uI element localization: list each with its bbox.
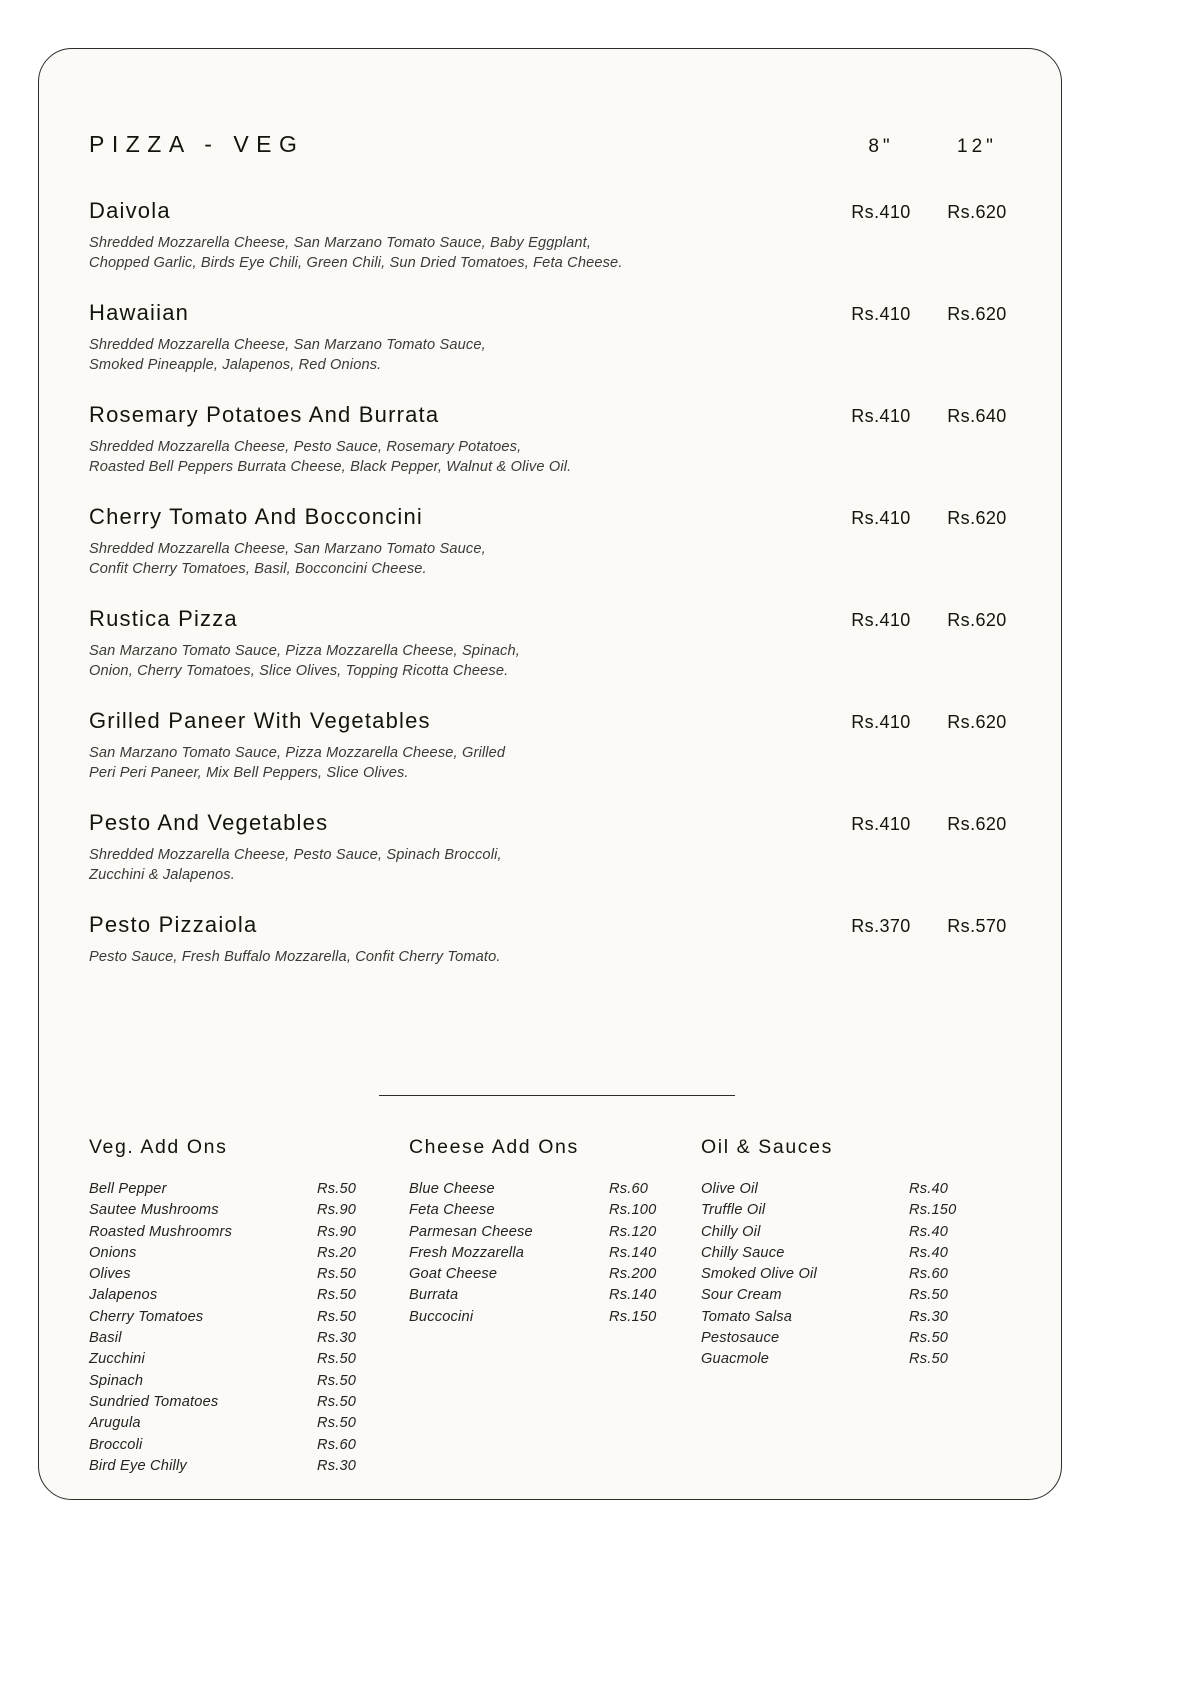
- addon-row: [89, 1307, 409, 1328]
- addon-price: Rs.150: [909, 1202, 957, 1219]
- addon-row: [89, 1392, 409, 1413]
- addon-label: Sundried Tomatoes: [89, 1393, 219, 1410]
- menu-item-description-line: Shredded Mozzarella Cheese, Pesto Sauce, Rosemary Potatoes,: [89, 439, 522, 455]
- menu-item-name: Daivola: [89, 198, 171, 223]
- menu-item-row: [89, 504, 1025, 530]
- menu-item-description: [89, 947, 729, 967]
- menu-item-description-line: Peri Peri Paneer, Mix Bell Peppers, Slice Olives.: [89, 765, 409, 781]
- menu-item-description-line: San Marzano Tomato Sauce, Pizza Mozzarella Cheese, Spinach,: [89, 643, 520, 659]
- addon-label: Basil: [89, 1330, 122, 1347]
- menu-item: [89, 810, 1025, 885]
- addon-row: [409, 1243, 701, 1264]
- addon-label: Chilly Sauce: [701, 1244, 785, 1261]
- menu-item-description-line: Shredded Mozzarella Cheese, Pesto Sauce, Spinach Broccoli,: [89, 847, 502, 863]
- addon-row: [89, 1200, 409, 1221]
- addon-price: Rs.90: [317, 1223, 357, 1240]
- menu-item-price-12: Rs.620: [947, 508, 1007, 528]
- menu-item-price-12: Rs.620: [947, 202, 1007, 222]
- addon-price: Rs.200: [609, 1266, 657, 1283]
- addon-label: Zucchini: [89, 1351, 145, 1368]
- menu-item-price-8: Rs.410: [851, 202, 911, 222]
- menu-item-row: [89, 810, 1025, 836]
- menu-card: [38, 48, 1062, 1500]
- addon-row: [89, 1222, 409, 1243]
- addon-row: [409, 1222, 701, 1243]
- section-header: [89, 131, 1025, 158]
- addon-row: [89, 1456, 409, 1477]
- addon-label: Bird Eye Chilly: [89, 1457, 187, 1474]
- menu-item-price-8: Rs.410: [851, 814, 911, 834]
- addon-label: Cherry Tomatoes: [89, 1308, 204, 1325]
- addon-label: Bell Pepper: [89, 1181, 167, 1197]
- menu-item-price-12: Rs.620: [947, 712, 1007, 732]
- menu-item-price-8: Rs.370: [851, 916, 911, 936]
- menu-item-price-12: Rs.570: [947, 916, 1007, 936]
- addon-price: Rs.140: [609, 1287, 657, 1304]
- addon-price: Rs.50: [317, 1308, 357, 1325]
- addon-price: Rs.60: [609, 1181, 649, 1197]
- addon-price: Rs.50: [317, 1393, 357, 1410]
- addon-column: [701, 1136, 1001, 1477]
- addon-price: Rs.50: [909, 1330, 949, 1347]
- addon-row: [89, 1264, 409, 1285]
- menu-content: [89, 109, 1025, 1474]
- addons-section: [89, 1136, 1025, 1477]
- addon-price: Rs.60: [317, 1436, 357, 1453]
- addon-column-title: Veg. Add Ons: [89, 1136, 228, 1158]
- menu-item-description-line: Onion, Cherry Tomatoes, Slice Olives, Topping Ricotta Cheese.: [89, 663, 509, 679]
- menu-item-description: [89, 539, 729, 579]
- addon-label: Chilly Oil: [701, 1223, 761, 1240]
- addon-price: Rs.150: [609, 1308, 657, 1325]
- addon-row: [89, 1285, 409, 1306]
- addon-price: Rs.140: [609, 1244, 657, 1261]
- addon-row: [701, 1243, 1001, 1264]
- menu-item-price-8: Rs.410: [851, 406, 911, 426]
- menu-item-price-12: Rs.620: [947, 814, 1007, 834]
- addon-price: Rs.50: [317, 1287, 357, 1304]
- menu-item-name: Rosemary Potatoes And Burrata: [89, 402, 440, 427]
- menu-item-name: Pesto Pizzaiola: [89, 912, 258, 937]
- addon-row: [89, 1435, 409, 1456]
- addon-row: [89, 1371, 409, 1392]
- addon-price: Rs.50: [317, 1372, 357, 1389]
- menu-item-description-line: San Marzano Tomato Sauce, Pizza Mozzarella Cheese, Grilled: [89, 745, 506, 761]
- menu-item-row: [89, 912, 1025, 938]
- menu-item-description-line: Smoked Pineapple, Jalapenos, Red Onions.: [89, 357, 382, 373]
- addon-label: Blue Cheese: [409, 1181, 495, 1197]
- addon-row: [89, 1349, 409, 1370]
- menu-item-price-8: Rs.410: [851, 508, 911, 528]
- addon-label: Truffle Oil: [701, 1202, 766, 1219]
- menu-item-description: [89, 437, 729, 477]
- addon-row: [701, 1264, 1001, 1285]
- menu-item-price-8: Rs.410: [851, 712, 911, 732]
- addon-label: Parmesan Cheese: [409, 1223, 533, 1240]
- menu-item: [89, 912, 1025, 967]
- addon-price: Rs.40: [909, 1181, 949, 1197]
- addon-price: Rs.90: [317, 1202, 357, 1219]
- addon-label: Olive Oil: [701, 1181, 758, 1197]
- addon-label: Spinach: [89, 1372, 144, 1389]
- menu-item-description-line: Chopped Garlic, Birds Eye Chili, Green Chili, Sun Dried Tomatoes, Feta Cheese.: [89, 255, 623, 271]
- menu-item-row: [89, 402, 1025, 428]
- menu-item-price-8: Rs.410: [851, 304, 911, 324]
- addon-label: Pestosauce: [701, 1330, 780, 1347]
- addon-row: [701, 1200, 1001, 1221]
- menu-item-description: [89, 845, 729, 885]
- addon-label: Goat Cheese: [409, 1266, 498, 1283]
- addon-row: [89, 1243, 409, 1264]
- menu-item-description: [89, 743, 729, 783]
- addon-label: Broccoli: [89, 1436, 143, 1453]
- addon-price: Rs.50: [317, 1415, 357, 1432]
- menu-item-name: Hawaiian: [89, 300, 190, 325]
- addon-price: Rs.20: [317, 1244, 357, 1261]
- size-column-header-12: 12": [957, 136, 997, 157]
- addon-label: Onions: [89, 1244, 137, 1261]
- addon-row: [701, 1285, 1001, 1306]
- menu-item-row: [89, 708, 1025, 734]
- addon-price: Rs.50: [317, 1351, 357, 1368]
- addon-row: [409, 1264, 701, 1285]
- menu-item: [89, 504, 1025, 579]
- addon-label: Olives: [89, 1266, 131, 1283]
- menu-item-price-12: Rs.620: [947, 610, 1007, 630]
- menu-item-description-line: Confit Cherry Tomatoes, Basil, Bocconcini Cheese.: [89, 561, 427, 577]
- menu-item: [89, 606, 1025, 681]
- addon-row: [409, 1179, 701, 1200]
- addon-price: Rs.50: [909, 1351, 949, 1368]
- addon-price: Rs.30: [317, 1457, 357, 1474]
- section-divider: [379, 1095, 735, 1096]
- addon-label: Roasted Mushroomrs: [89, 1223, 233, 1240]
- addon-row: [701, 1349, 1001, 1370]
- addon-price: Rs.40: [909, 1244, 949, 1261]
- menu-item-name: Grilled Paneer With Vegetables: [89, 708, 431, 733]
- menu-item-row: [89, 606, 1025, 632]
- menu-item-description: [89, 233, 729, 273]
- addon-price: Rs.50: [909, 1287, 949, 1304]
- addon-label: Arugula: [89, 1415, 141, 1432]
- addon-row: [701, 1307, 1001, 1328]
- menu-item-list: [89, 198, 1025, 967]
- addon-price: Rs.50: [317, 1181, 357, 1197]
- menu-item: [89, 300, 1025, 375]
- addon-column: [89, 1136, 409, 1477]
- menu-item-description-line: Roasted Bell Peppers Burrata Cheese, Black Pepper, Walnut & Olive Oil.: [89, 459, 572, 475]
- addon-column-title: Oil & Sauces: [701, 1136, 833, 1158]
- addon-row: [701, 1222, 1001, 1243]
- menu-item-row: [89, 198, 1025, 224]
- addon-column-title: Cheese Add Ons: [409, 1136, 579, 1158]
- addon-label: Smoked Olive Oil: [701, 1266, 817, 1283]
- menu-item: [89, 198, 1025, 273]
- addon-row: [89, 1413, 409, 1434]
- menu-item-price-8: Rs.410: [851, 610, 911, 630]
- menu-item-name: Rustica Pizza: [89, 606, 238, 631]
- menu-item-description-line: Pesto Sauce, Fresh Buffalo Mozzarella, Confit Cherry Tomato.: [89, 949, 501, 965]
- page-title: PIZZA - VEG: [89, 131, 305, 157]
- addon-price: Rs.30: [317, 1330, 357, 1347]
- menu-item-price-12: Rs.620: [947, 304, 1007, 324]
- addon-label: Jalapenos: [89, 1287, 158, 1304]
- addon-row: [701, 1328, 1001, 1349]
- menu-item-description-line: Zucchini & Jalapenos.: [89, 867, 235, 883]
- addon-row: [89, 1179, 409, 1200]
- menu-item-description: [89, 335, 729, 375]
- menu-item-name: Pesto And Vegetables: [89, 810, 329, 835]
- addon-row: [701, 1179, 1001, 1200]
- size-column-header-8: 8": [868, 136, 894, 157]
- addon-label: Sautee Mushrooms: [89, 1202, 219, 1219]
- addon-price: Rs.30: [909, 1308, 949, 1325]
- addon-label: Burrata: [409, 1287, 459, 1304]
- addon-column: [409, 1136, 701, 1477]
- menu-item: [89, 708, 1025, 783]
- addon-row: [89, 1328, 409, 1349]
- addon-label: Buccocini: [409, 1308, 474, 1325]
- addon-price: Rs.120: [609, 1223, 657, 1240]
- menu-item-row: [89, 300, 1025, 326]
- menu-item-price-12: Rs.640: [947, 406, 1007, 426]
- menu-item-description-line: Shredded Mozzarella Cheese, San Marzano Tomato Sauce, Baby Eggplant,: [89, 235, 592, 251]
- addon-price: Rs.100: [609, 1202, 657, 1219]
- addon-label: Fresh Mozzarella: [409, 1244, 525, 1261]
- menu-item-description: [89, 641, 729, 681]
- addon-label: Feta Cheese: [409, 1202, 495, 1219]
- addon-label: Guacmole: [701, 1351, 770, 1368]
- addon-label: Tomato Salsa: [701, 1308, 793, 1325]
- section-divider-wrap: [89, 1095, 1025, 1096]
- addon-price: Rs.60: [909, 1266, 949, 1283]
- addon-label: Sour Cream: [701, 1287, 782, 1304]
- addon-row: [409, 1285, 701, 1306]
- menu-item: [89, 402, 1025, 477]
- addon-row: [409, 1307, 701, 1328]
- addon-row: [409, 1200, 701, 1221]
- menu-item-name: Cherry Tomato And Bocconcini: [89, 504, 424, 529]
- menu-item-description-line: Shredded Mozzarella Cheese, San Marzano Tomato Sauce,: [89, 337, 486, 353]
- addon-price: Rs.40: [909, 1223, 949, 1240]
- addon-price: Rs.50: [317, 1266, 357, 1283]
- menu-item-description-line: Shredded Mozzarella Cheese, San Marzano Tomato Sauce,: [89, 541, 486, 557]
